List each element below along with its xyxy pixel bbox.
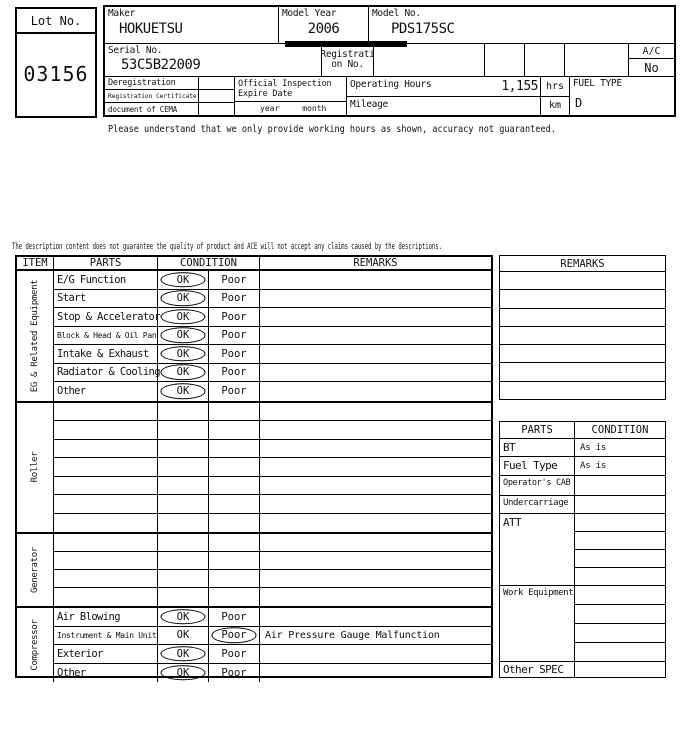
spec-condition-cell [575, 586, 665, 661]
table-row [54, 271, 491, 290]
parts-column-header: PARTS [54, 257, 158, 269]
spec-condition-value: As is [580, 461, 607, 471]
side-remark-row [500, 290, 665, 308]
registration-empty-cell-2 [485, 44, 525, 76]
ok-circle-mark [161, 328, 206, 344]
table-row [54, 608, 491, 627]
ok-circle-mark [161, 309, 206, 325]
spec-row-other-spec [500, 662, 665, 677]
cema-document-label: document of CEMA [105, 103, 199, 115]
condition-ok-cell [158, 534, 209, 551]
item-cell-compressor [17, 608, 54, 682]
section-label-roller: Roller [30, 451, 40, 483]
remark-cell: Air Pressure Gauge Malfunction [265, 629, 440, 641]
condition-poor-cell: Poor [209, 627, 260, 645]
fuel-type-label: FUEL TYPE [573, 78, 622, 89]
spec-condition-subcell [575, 643, 665, 661]
month-label: month [302, 104, 327, 113]
spec-condition-cell [575, 439, 665, 456]
condition-ok-cell: OK [158, 627, 209, 645]
section-rows-roller [54, 403, 491, 533]
part-name [54, 570, 158, 587]
registration-empty-cell-4 [565, 44, 629, 76]
condition-poor-cell [209, 588, 260, 606]
mileage-label: Mileage [350, 98, 388, 110]
ok-circle-mark [161, 646, 206, 662]
spec-row-undercarriage [500, 496, 665, 514]
inspection-table-header [17, 257, 491, 271]
spec-row-att [500, 514, 665, 586]
side-remark-row [500, 327, 665, 345]
official-inspection-line1: Official Inspection [238, 79, 332, 89]
table-row [54, 345, 491, 364]
km-unit-label: km [540, 97, 569, 116]
condition-ok-cell: OK [158, 327, 209, 345]
spec-row-fuel-type [500, 457, 665, 476]
mileage-row [347, 97, 569, 116]
table-row [54, 364, 491, 383]
fuel-type-value: D [575, 96, 583, 110]
condition-poor-cell: Poor [209, 382, 260, 401]
spec-row-bt [500, 439, 665, 457]
spec-condition-cell [575, 496, 665, 513]
side-remark-row [500, 309, 665, 327]
section-roller [17, 403, 491, 535]
condition-ok-cell [158, 588, 209, 606]
condition-ok-cell [158, 514, 209, 533]
spec-part-name: Other SPEC [500, 662, 575, 677]
remark-cell [260, 514, 491, 533]
table-row [54, 290, 491, 309]
table-row [54, 477, 491, 496]
part-name [54, 440, 158, 458]
condition-ok-cell [158, 477, 209, 495]
fuel-type-cell [570, 77, 674, 115]
section-rows-compressor [54, 608, 491, 682]
remark-cell [260, 458, 491, 476]
registration-no-cell [322, 44, 374, 76]
header-row-2 [105, 44, 674, 77]
condition-ok-cell [158, 495, 209, 513]
ac-cell [629, 44, 674, 76]
ok-circle-mark [161, 665, 206, 681]
section-label-eg: EG & Related Equipment [30, 279, 40, 393]
remark-cell [260, 664, 491, 683]
condition-poor-cell [209, 570, 260, 587]
registration-certificate-check-cell [199, 90, 234, 102]
serial-label: Serial No. [108, 45, 163, 56]
part-name: Intake & Exhaust [54, 345, 158, 363]
poor-circle-mark [212, 628, 257, 644]
table-row [54, 645, 491, 664]
serial-value: 53C5B22009 [121, 57, 201, 73]
year-label: year [260, 104, 280, 113]
spec-table-body [500, 439, 665, 677]
part-name [54, 403, 158, 421]
spec-table-header [500, 422, 665, 439]
item-cell-generator [17, 534, 54, 606]
ok-circle-mark [161, 346, 206, 362]
condition-poor-cell: Poor [209, 271, 260, 289]
condition-poor-cell: Poor [209, 308, 260, 326]
section-label-generator: Generator [30, 546, 40, 594]
part-name [54, 588, 158, 606]
serial-cell [105, 44, 322, 76]
table-row [54, 308, 491, 327]
condition-ok-cell [158, 552, 209, 569]
part-name: Other [54, 664, 158, 683]
spec-condition-subcell [575, 586, 665, 605]
condition-poor-cell [209, 514, 260, 533]
remark-cell [260, 403, 491, 421]
registration-empty-cell-3 [525, 44, 565, 76]
remark-cell [260, 570, 491, 587]
condition-poor-cell [209, 421, 260, 439]
condition-column-header: CONDITION [158, 257, 260, 269]
lot-label: Lot No. [17, 9, 95, 34]
table-row [54, 421, 491, 440]
part-name: Air Blowing [54, 608, 158, 626]
condition-poor-cell: Poor [209, 327, 260, 345]
part-name [54, 458, 158, 476]
side-remark-row [500, 345, 665, 363]
spec-table [499, 421, 666, 678]
part-name [54, 514, 158, 533]
mileage-value [495, 97, 540, 116]
operating-hours-label: Operating Hours [350, 79, 432, 90]
condition-ok-cell: OK [158, 290, 209, 308]
deregistration-label: Deregistration [105, 77, 199, 89]
remark-cell [260, 308, 491, 326]
header-row-1 [105, 7, 674, 44]
spec-row-operators-cab [500, 476, 665, 496]
part-name [54, 552, 158, 569]
condition-poor-cell [209, 495, 260, 513]
spec-condition-cell [575, 662, 665, 677]
remark-cell [260, 608, 491, 626]
table-row [54, 440, 491, 459]
remark-cell [260, 495, 491, 513]
ac-label: A/C [629, 44, 674, 59]
section-eg [17, 271, 491, 403]
spec-parts-header: PARTS [500, 422, 575, 438]
section-rows-eg [54, 271, 491, 401]
registration-label-line1: Registrati [320, 49, 375, 60]
model-year-label: Model Year [282, 8, 337, 19]
maker-value: HOKUETSU [119, 21, 183, 37]
official-inspection-line2: Expire Date [238, 89, 293, 99]
redaction-bar [285, 41, 407, 47]
remark-cell [260, 440, 491, 458]
model-year-value: 2006 [307, 21, 340, 37]
spec-condition-subcell [575, 532, 665, 550]
side-remark-row [500, 363, 665, 381]
inspection-table-body [17, 271, 491, 682]
section-generator [17, 534, 491, 608]
part-name: E/G Function [54, 271, 158, 289]
working-hours-disclaimer: Please understand that we only provide working hours as shown, accuracy not guaranteed. [108, 124, 556, 135]
section-label-compressor: Compressor [30, 619, 40, 671]
spec-part-name: BT [500, 439, 575, 456]
spec-condition-value: As is [580, 443, 607, 453]
table-row [54, 403, 491, 422]
cema-document-row [105, 103, 234, 115]
condition-ok-cell: OK [158, 364, 209, 382]
condition-ok-cell: OK [158, 645, 209, 663]
documents-cell [105, 77, 235, 115]
spec-part-name: Undercarriage [500, 496, 575, 513]
section-compressor [17, 608, 491, 682]
lot-box [15, 7, 97, 118]
remark-cell [260, 552, 491, 569]
condition-poor-cell [209, 477, 260, 495]
spec-part-name: Fuel Type [500, 457, 575, 475]
maker-label: Maker [108, 8, 136, 19]
machine-header-table [103, 5, 676, 117]
condition-ok-cell [158, 458, 209, 476]
part-name: Start [54, 290, 158, 308]
registration-label-line2: on No. [331, 59, 364, 70]
table-row [54, 552, 491, 570]
spec-part-name: Operator's CAB [500, 476, 575, 495]
table-row [54, 495, 491, 514]
spec-condition-subcell [575, 624, 665, 643]
condition-ok-cell [158, 570, 209, 587]
part-name: Instrument & Main Unit [54, 627, 158, 645]
spec-condition-header: CONDITION [591, 424, 649, 436]
condition-ok-cell [158, 403, 209, 421]
part-name [54, 495, 158, 513]
part-name: Exterior [54, 645, 158, 663]
spec-condition-cell [575, 476, 665, 495]
operating-hours-row [347, 77, 569, 97]
part-name: Other [54, 382, 158, 401]
remark-cell [260, 345, 491, 363]
condition-ok-cell: OK [158, 608, 209, 626]
part-name: Block & Head & Oil Pan [54, 327, 158, 345]
registration-certificate-row [105, 90, 234, 103]
part-name [54, 534, 158, 551]
table-row [54, 627, 491, 646]
remark-cell [260, 327, 491, 345]
remark-cell [260, 290, 491, 308]
condition-poor-cell: Poor [209, 345, 260, 363]
table-row [54, 514, 491, 533]
spec-part-name: Work Equipment [500, 586, 575, 661]
operating-hours-value: 1,155 [501, 78, 538, 94]
table-row [54, 534, 491, 552]
condition-ok-cell: OK [158, 382, 209, 401]
remark-cell [260, 645, 491, 663]
header-row-3 [105, 77, 674, 115]
cema-document-check-cell [199, 103, 234, 115]
spec-condition-subcell [575, 550, 665, 568]
table-row [54, 382, 491, 401]
ok-circle-mark [161, 291, 206, 307]
table-row [54, 664, 491, 683]
spec-condition-cell [575, 514, 665, 585]
model-no-cell [369, 7, 674, 43]
condition-poor-cell [209, 458, 260, 476]
registration-empty-cell-1 [374, 44, 485, 76]
part-name: Stop & Accelerator [54, 308, 158, 326]
condition-poor-cell [209, 403, 260, 421]
side-remark-row [500, 272, 665, 290]
ok-circle-mark [161, 272, 206, 288]
remarks-column-header: REMARKS [353, 257, 398, 269]
condition-poor-cell [209, 534, 260, 551]
condition-poor-cell: Poor [209, 664, 260, 683]
ok-circle-mark [161, 365, 206, 381]
item-column-header: ITEM [17, 257, 54, 269]
condition-ok-cell: OK [158, 345, 209, 363]
remark-cell [260, 271, 491, 289]
operating-hours-cell [347, 77, 570, 115]
table-row [54, 570, 491, 588]
ok-circle-mark [161, 609, 206, 625]
condition-poor-cell: Poor [209, 645, 260, 663]
remark-cell [260, 588, 491, 606]
official-inspection-label [235, 77, 346, 101]
side-remarks-header: REMARKS [500, 256, 665, 272]
spec-row-work-equipment [500, 586, 665, 662]
side-remarks-rows [500, 272, 665, 399]
remark-cell [260, 421, 491, 439]
part-name [54, 477, 158, 495]
spec-condition-subcell [575, 605, 665, 624]
section-rows-generator [54, 534, 491, 606]
lot-number: 03156 [23, 62, 89, 86]
inspection-table [15, 255, 493, 678]
model-no-value: PDS175SC [391, 21, 455, 37]
condition-poor-cell [209, 552, 260, 569]
model-no-label: Model No. [372, 8, 421, 19]
deregistration-check-cell [199, 77, 234, 89]
condition-poor-cell: Poor [209, 290, 260, 308]
condition-ok-cell [158, 440, 209, 458]
table-row [54, 458, 491, 477]
maker-cell [105, 7, 279, 43]
remark-cell [260, 364, 491, 382]
hours-unit-label: hrs [540, 77, 569, 96]
registration-certificate-label: Registration Certificate [105, 90, 199, 102]
condition-ok-cell: OK [158, 271, 209, 289]
deregistration-row [105, 77, 234, 90]
table-row [54, 327, 491, 346]
item-cell-eg [17, 271, 54, 401]
spec-condition-cell [575, 457, 665, 475]
official-inspection-cell [235, 77, 347, 115]
condition-ok-cell: OK [158, 308, 209, 326]
part-name: Radiator & Cooling [54, 364, 158, 382]
model-year-cell [279, 7, 369, 43]
side-remarks-table [499, 255, 666, 400]
condition-ok-cell [158, 421, 209, 439]
table-row [54, 588, 491, 606]
spec-condition-subcell [575, 568, 665, 585]
spec-condition-subcell [575, 514, 665, 532]
condition-ok-cell: OK [158, 664, 209, 683]
ac-value: No [644, 60, 659, 75]
description-disclaimer: The description content does not guarantee the quality of product and ACE will not accept any claims caused by the descriptions. [12, 242, 443, 252]
spec-part-name: ATT [500, 514, 575, 585]
part-name [54, 421, 158, 439]
remark-cell [260, 477, 491, 495]
ok-circle-mark [161, 384, 206, 400]
condition-poor-cell [209, 440, 260, 458]
condition-poor-cell: Poor [209, 608, 260, 626]
condition-poor-cell: Poor [209, 364, 260, 382]
expire-date-fields [235, 101, 346, 115]
remark-cell [260, 534, 491, 551]
item-cell-roller [17, 403, 54, 533]
remark-cell [260, 382, 491, 401]
side-remark-row [500, 382, 665, 399]
